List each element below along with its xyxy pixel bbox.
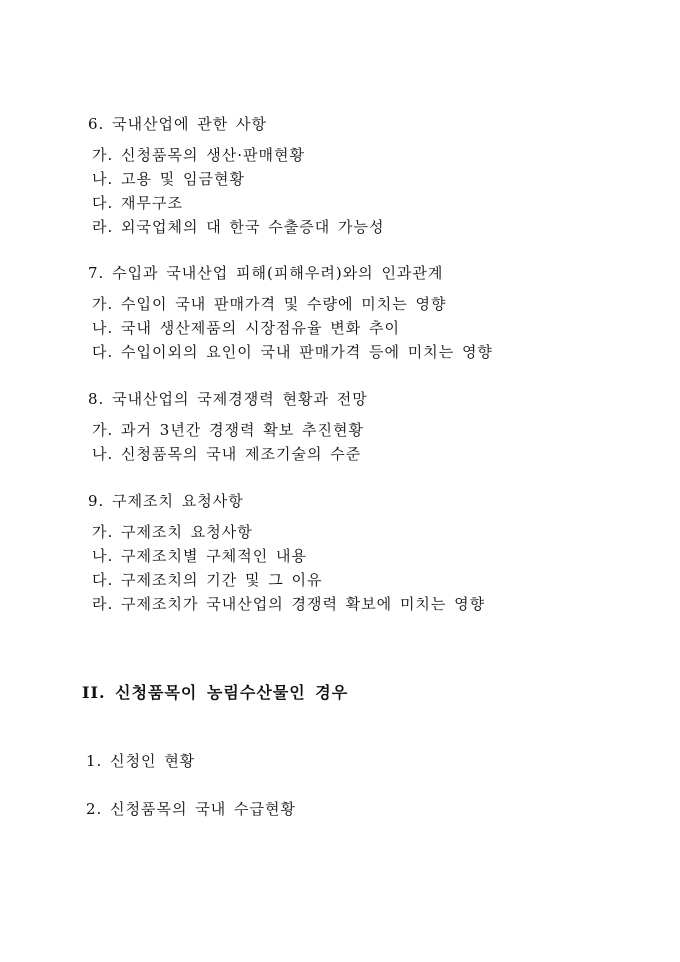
section-8-item-na: 나. 신청품목의 국내 제조기술의 수준 — [92, 445, 362, 463]
section-7-item-ga: 가. 수입이 국내 판매가격 및 수량에 미치는 영향 — [92, 295, 447, 313]
section-6-item-na: 나. 고용 및 임금현황 — [92, 170, 245, 188]
section-6-title: 6. 국내산업에 관한 사항 — [88, 115, 268, 133]
part-2-heading: II. 신청품목이 농림수산물인 경우 — [82, 683, 349, 702]
part-2-item-1: 1. 신청인 현황 — [86, 752, 196, 770]
section-9-item-na: 나. 구제조치별 구체적인 내용 — [92, 547, 307, 565]
section-9-item-ga: 가. 구제조치 요청사항 — [92, 523, 253, 541]
section-7-title: 7. 수입과 국내산업 피해(피해우려)와의 인과관계 — [88, 264, 444, 282]
section-9-item-da: 다. 구제조치의 기간 및 그 이유 — [92, 571, 323, 589]
part-2-item-2: 2. 신청품목의 국내 수급현황 — [86, 800, 297, 818]
section-7-item-da: 다. 수입이외의 요인이 국내 판매가격 등에 미치는 영향 — [92, 343, 493, 361]
section-6-item-ga: 가. 신청품목의 생산·판매현황 — [92, 146, 305, 164]
section-8-item-ga: 가. 과거 3년간 경쟁력 확보 추진현황 — [92, 421, 365, 439]
section-9-title: 9. 구제조치 요청사항 — [88, 492, 244, 510]
section-8-title: 8. 국내산업의 국제경쟁력 현황과 전망 — [88, 390, 368, 408]
section-7-item-na: 나. 국내 생산제품의 시장점유율 변화 추이 — [92, 319, 400, 337]
section-9-item-ra: 라. 구제조치가 국내산업의 경쟁력 확보에 미치는 영향 — [92, 595, 486, 613]
section-6-item-ra: 라. 외국업체의 대 한국 수출증대 가능성 — [92, 218, 385, 236]
section-6-item-da: 다. 재무구조 — [92, 194, 183, 212]
